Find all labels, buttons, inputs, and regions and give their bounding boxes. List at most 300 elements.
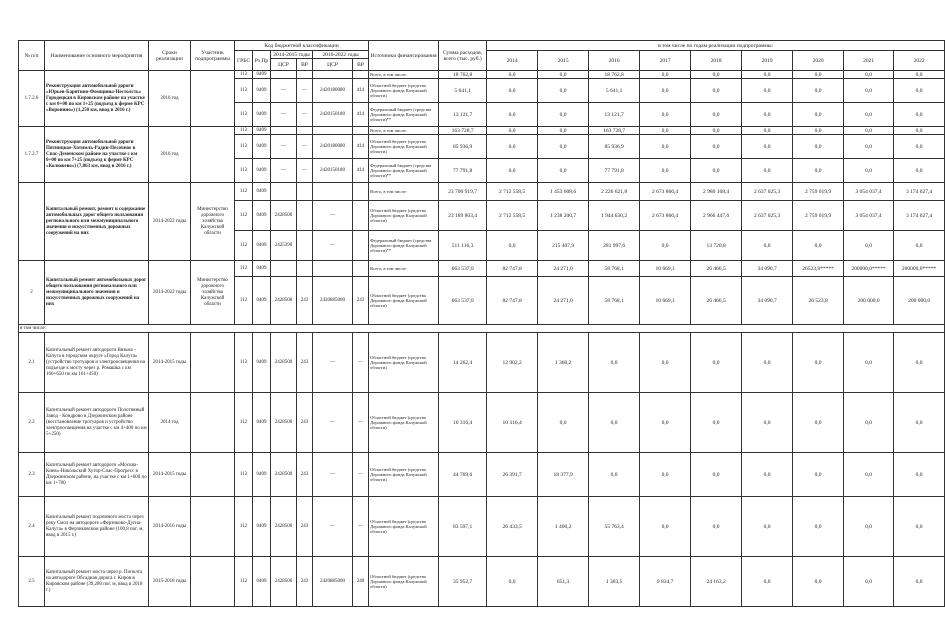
total-sum: 663 537,0 — [439, 277, 487, 325]
header-year: 2018 — [691, 51, 742, 71]
year-value: 0,0 — [793, 393, 844, 453]
year-value: 2 980 168,4 — [691, 183, 742, 201]
year-value: 0,0 — [538, 159, 589, 183]
csr-2016-2022 — [313, 127, 353, 135]
rzpr-code: 0409 — [253, 497, 271, 557]
grbs-code: 112 — [235, 201, 253, 231]
year-value: 0,0 — [844, 231, 894, 261]
header-name: Наименование основного мероприятия — [45, 41, 149, 71]
total-sum: 83 597,1 — [439, 497, 487, 557]
year-value: 2 673 866,4 — [640, 183, 691, 201]
year-value: 0,0 — [844, 453, 894, 497]
year-value: 2 673 866,4 — [640, 201, 691, 231]
implementation-terms: 2014-2016 годы — [149, 497, 191, 557]
implementation-terms: 2014 год — [149, 393, 191, 453]
year-value: 0,0 — [793, 71, 844, 79]
activity-name: Капитальный ремонт автомобильных дорог общего пользования регионального или межмуниципального значения и искусственных дорожных сооружений на них — [45, 261, 149, 325]
total-sum: 10 316,4 — [439, 393, 487, 453]
table-row — [19, 333, 945, 393]
year-value: 0,0 — [691, 103, 742, 127]
year-value: 0,0 — [894, 71, 945, 79]
activity-name: Капитальный ремонт подземного моста через реку Смол на автодороге «Ферзиково-Дугна-Калуга» в Ферзиковском районе (100,8 пог. м, ввод в 2015 г.) — [45, 497, 149, 557]
year-value: 2 759 019,9 — [793, 201, 844, 231]
csr-2016-2022: — — [313, 201, 353, 231]
participant: Министерство дорожного хозяйства Калужской области — [191, 261, 235, 325]
implementation-terms: 2014-2022 годы — [149, 183, 191, 261]
year-value: 0,0 — [894, 79, 945, 103]
vr-2016-2022: — — [353, 453, 369, 497]
csr-2016-2022: — — [313, 453, 353, 497]
year-value: 0,0 — [691, 453, 742, 497]
year-value: 1 303,5 — [589, 557, 640, 607]
funding-source: Всего, в том числе: — [369, 127, 439, 135]
year-value: 77 791,8 — [589, 159, 640, 183]
rzpr-code: 0409 — [253, 159, 271, 183]
header-sum: Сумма расходов, всего (тыс. руб.) — [439, 41, 487, 71]
year-value: 82 747,8 — [487, 277, 538, 325]
year-value: 0,0 — [793, 79, 844, 103]
grbs-code: 112 — [235, 333, 253, 393]
header-grbs: ГРБС — [235, 51, 253, 71]
year-value: 0,0 — [487, 127, 538, 135]
year-value: 3 054 037,4 — [844, 183, 894, 201]
year-value: 0,0 — [793, 159, 844, 183]
vr-2016-2022: 414 — [353, 159, 369, 183]
year-value: 281 997,6 — [589, 231, 640, 261]
vr-2014-2015 — [297, 231, 313, 261]
implementation-terms: 2016 год — [149, 127, 191, 183]
rzpr-code: 0409 — [253, 261, 271, 277]
csr-2014-2015 — [271, 261, 297, 277]
participant — [191, 453, 235, 497]
year-value: 0,0 — [844, 159, 894, 183]
header-vr: ВР — [353, 59, 369, 71]
year-value: 0,0 — [691, 71, 742, 79]
total-sum: 13 121,7 — [439, 103, 487, 127]
year-value: 0,0 — [538, 79, 589, 103]
header-year: 2015 — [538, 51, 589, 71]
grbs-code: 112 — [235, 277, 253, 325]
implementation-terms: 2015-2018 годы — [149, 557, 191, 607]
year-value: 1 944 630,2 — [589, 201, 640, 231]
header-year: 2017 — [640, 51, 691, 71]
year-value: 0,0 — [640, 453, 691, 497]
table-row — [19, 393, 945, 453]
csr-2016-2022: 2420180080 — [313, 135, 353, 159]
vr-2016-2022: 414 — [353, 79, 369, 103]
funding-source: Областной бюджет (средства Дорожного фонда Калужской области) — [369, 277, 439, 325]
table-row — [19, 127, 945, 135]
vr-2014-2015: — — [297, 159, 313, 183]
csr-2016-2022: 2420885000 — [313, 557, 353, 607]
participant — [191, 393, 235, 453]
grbs-code: 112 — [235, 261, 253, 277]
year-value: 0,0 — [640, 71, 691, 79]
table-row — [19, 261, 945, 277]
participant — [191, 71, 235, 127]
year-value: 55 763,4 — [589, 497, 640, 557]
csr-2016-2022 — [313, 71, 353, 79]
header-year: 2022 — [894, 51, 945, 71]
header-participant: Участник подпрограммы — [191, 41, 235, 71]
year-value: 0,0 — [793, 231, 844, 261]
year-value: 0,0 — [793, 497, 844, 557]
year-value: 34 090,7 — [742, 277, 793, 325]
row-number: 2.1 — [19, 333, 45, 393]
year-value: 34 090,7 — [742, 261, 793, 277]
rzpr-code: 0409 — [253, 453, 271, 497]
table-row — [19, 71, 945, 79]
year-value: 0,0 — [844, 333, 894, 393]
year-value: 0,0 — [742, 103, 793, 127]
implementation-terms: 2014-2015 годы — [149, 333, 191, 393]
year-value: 0,0 — [742, 333, 793, 393]
year-value: 85 936,9 — [589, 135, 640, 159]
total-sum: 85 936,9 — [439, 135, 487, 159]
rzpr-code: 0409 — [253, 201, 271, 231]
funding-source: Областной бюджет (средства Дорожного фонда Калужской области) — [369, 333, 439, 393]
table-row — [19, 557, 945, 607]
vr-2016-2022: 240 — [353, 557, 369, 607]
year-value: 200000,0***** — [844, 261, 894, 277]
year-value: 0,0 — [691, 333, 742, 393]
year-value: 0,0 — [640, 135, 691, 159]
year-value: 0,0 — [894, 453, 945, 497]
year-value: 0,0 — [894, 127, 945, 135]
csr-2014-2015: 2428500 — [271, 277, 297, 325]
total-sum: 23 700 919,7 — [439, 183, 487, 201]
year-value: 0,0 — [793, 557, 844, 607]
grbs-code: 112 — [235, 71, 253, 79]
total-sum: 18 762,8 — [439, 71, 487, 79]
activity-name: Капитальный ремонт моста через р. Пополта на автодороге Обсадная дорога г. Киров в Кировском районе (39,280 пог. м, ввод в 2018 г.) — [45, 557, 149, 607]
year-value: 5 641,1 — [589, 79, 640, 103]
activity-name: Реконструкция автомобильной дороги «Юрьев-Барятино-Фомщины-Нестолсть» Городецкая в Кировском районе на участке с км 0+00 по км 1+25 (подъезд к ферме КРС «Воронино») (1,250 км, ввод в 2016 г.) — [45, 71, 149, 127]
header-year: 2019 — [742, 51, 793, 71]
year-value: 0,0 — [640, 231, 691, 261]
table-row — [19, 183, 945, 201]
rzpr-code: 0409 — [253, 135, 271, 159]
year-value: 2 637 025,3 — [742, 183, 793, 201]
header-budget-code: Код бюджетной классификации — [235, 41, 369, 51]
year-value: 0,0 — [793, 333, 844, 393]
vr-2014-2015 — [297, 71, 313, 79]
vr-2016-2022: — — [353, 393, 369, 453]
year-value: 24 271,0 — [538, 261, 589, 277]
funding-source: Всего, в том числе: — [369, 183, 439, 201]
vr-2014-2015 — [297, 127, 313, 135]
year-value: 0,0 — [691, 159, 742, 183]
header-vr: ВР — [297, 59, 313, 71]
vr-2016-2022 — [353, 231, 369, 261]
vr-2014-2015 — [297, 183, 313, 201]
year-value: 10 669,1 — [640, 277, 691, 325]
csr-2016-2022: — — [313, 393, 353, 453]
year-value: 0,0 — [742, 497, 793, 557]
rzpr-code: 0409 — [253, 79, 271, 103]
year-value: 0,0 — [640, 333, 691, 393]
grbs-code: 112 — [235, 393, 253, 453]
year-value: 0,0 — [640, 393, 691, 453]
csr-2016-2022: — — [313, 231, 353, 261]
vr-2014-2015: 243 — [297, 333, 313, 393]
table-row — [19, 497, 945, 557]
year-value: 163 728,7 — [589, 127, 640, 135]
csr-2014-2015 — [271, 183, 297, 201]
header-year: 2021 — [844, 51, 894, 71]
year-value: 0,0 — [640, 159, 691, 183]
table-row — [19, 453, 945, 497]
year-value: 0,0 — [793, 453, 844, 497]
row-number: 2.4 — [19, 497, 45, 557]
row-number: 1.7.2.6 — [19, 71, 45, 127]
rzpr-code: 0409 — [253, 103, 271, 127]
grbs-code: 112 — [235, 453, 253, 497]
csr-2014-2015: 2428500 — [271, 201, 297, 231]
year-value: 13 720,8 — [691, 231, 742, 261]
vr-2014-2015 — [297, 201, 313, 231]
year-value: 0,0 — [742, 453, 793, 497]
activity-name: Капитальный ремонт автодороги Полотняный Завод - Кондрово в Дзержинском районе (восстановление тротуаров и устройство электроосвещения на участке с км 4+400 по км 5+250) — [45, 393, 149, 453]
year-value: 0,0 — [894, 333, 945, 393]
year-value: 0,0 — [691, 393, 742, 453]
year-value: 0,0 — [894, 557, 945, 607]
csr-2014-2015: 2428500 — [271, 497, 297, 557]
total-sum: 663 537,0 — [439, 261, 487, 277]
year-value: 0,0 — [487, 135, 538, 159]
activity-name: Капитальный ремонт автодороги Вязьма - Калуга в городском округе «Город Калуга» (устройство тротуаров и электроосвещения на подъезде к мосту через р. Ромашка с км 160+650 по км 161+450) — [45, 333, 149, 393]
year-value: 0,0 — [793, 135, 844, 159]
funding-source: Областной бюджет (средства Дорожного фонда Калужской области) — [369, 201, 439, 231]
activity-name: Капитальный ремонт автодороги «Москва-Киев»-Никольский Хутор-Спас-Прогресс в Дзержинском районе, на участке с км 1+600 по км 1+700 — [45, 453, 149, 497]
csr-2014-2015: 2428500 — [271, 453, 297, 497]
year-value: 3 174 027,4 — [894, 201, 945, 231]
header-csr: ЦСР — [313, 59, 353, 71]
grbs-code: 112 — [235, 103, 253, 127]
rzpr-code: 0409 — [253, 333, 271, 393]
year-value: 0,0 — [844, 79, 894, 103]
csr-2016-2022 — [313, 261, 353, 277]
total-sum: 23 189 803,4 — [439, 201, 487, 231]
year-value: 2 966 447,6 — [691, 201, 742, 231]
vr-2016-2022: 243 — [353, 277, 369, 325]
year-value: 0,0 — [742, 393, 793, 453]
vr-2014-2015: — — [297, 135, 313, 159]
year-value: 0,0 — [589, 453, 640, 497]
year-value: 0,0 — [538, 127, 589, 135]
year-value: 0,0 — [487, 159, 538, 183]
grbs-code: 112 — [235, 183, 253, 201]
year-value: 12 902,2 — [487, 333, 538, 393]
participant — [191, 127, 235, 183]
year-value: 58 768,1 — [589, 261, 640, 277]
year-value: 1 238 200,7 — [538, 201, 589, 231]
year-value: 0,0 — [487, 231, 538, 261]
funding-source: Областной бюджет (средства Дорожного фонда Калужской области) — [369, 79, 439, 103]
csr-2014-2015: 2428500 — [271, 333, 297, 393]
year-value: 1 400,2 — [538, 497, 589, 557]
funding-source: Областной бюджет (средства Дорожного фонда Калужской области) — [369, 135, 439, 159]
rzpr-code: 0409 — [253, 277, 271, 325]
row-number: 2.5 — [19, 557, 45, 607]
year-value: 0,0 — [844, 71, 894, 79]
rzpr-code: 0409 — [253, 127, 271, 135]
year-value: 58 768,1 — [589, 277, 640, 325]
year-value: 0,0 — [894, 159, 945, 183]
year-value: 0,0 — [894, 103, 945, 127]
year-value: 0,0 — [538, 393, 589, 453]
grbs-code: 112 — [235, 557, 253, 607]
year-value: 0,0 — [589, 393, 640, 453]
year-value: 651,3 — [538, 557, 589, 607]
year-value: 0,0 — [640, 497, 691, 557]
year-value: 26 466,5 — [691, 277, 742, 325]
csr-2014-2015: — — [271, 159, 297, 183]
participant — [191, 333, 235, 393]
vr-2016-2022 — [353, 127, 369, 135]
row-number: 2.2 — [19, 393, 45, 453]
year-value: 0,0 — [538, 135, 589, 159]
csr-2016-2022: 2420885000 — [313, 277, 353, 325]
year-value: 0,0 — [487, 103, 538, 127]
year-value: 82 747,8 — [487, 261, 538, 277]
year-value: 0,0 — [589, 333, 640, 393]
year-value: 0,0 — [742, 127, 793, 135]
rzpr-code: 0409 — [253, 557, 271, 607]
grbs-code: 112 — [235, 159, 253, 183]
subheading: в том числе: — [19, 325, 945, 333]
csr-2016-2022: — — [313, 497, 353, 557]
year-value: 0,0 — [487, 557, 538, 607]
year-value: 0,0 — [844, 393, 894, 453]
year-value: 0,0 — [742, 71, 793, 79]
year-value: 215 407,9 — [538, 231, 589, 261]
year-value: 0,0 — [844, 127, 894, 135]
row-number — [19, 183, 45, 261]
activity-name: Капитальный ремонт, ремонт и содержание автомобильных дорог общего пользования регионального или межмуниципального значения и искусственных дорожных сооружений на них — [45, 183, 149, 261]
activity-name: Реконструкция автомобильной дороги Пятницкое-Хотимль-Радин-Песочное в Спас-Деменском районе на участке с км 0+00 по км 7+25 (подъезд к ферме КРС «Колюжево») (7,063 км, ввод в 2016 г.) — [45, 127, 149, 183]
header-rzpr: Рз Пр — [253, 51, 271, 71]
grbs-code: 112 — [235, 135, 253, 159]
vr-2014-2015: — — [297, 79, 313, 103]
year-value: 0,0 — [538, 103, 589, 127]
year-value: 26 433,5 — [487, 497, 538, 557]
csr-2016-2022: 2420150180 — [313, 103, 353, 127]
funding-source: Всего, в том числе: — [369, 71, 439, 79]
funding-source: Федеральный бюджет (средства Дорожного фонда Калужской области)** — [369, 231, 439, 261]
year-value: 0,0 — [487, 79, 538, 103]
year-value: 0,0 — [640, 103, 691, 127]
year-value: 18 377,9 — [538, 453, 589, 497]
vr-2016-2022: — — [353, 333, 369, 393]
csr-2014-2015: — — [271, 79, 297, 103]
header-terms: Сроки реализации — [149, 41, 191, 71]
vr-2014-2015 — [297, 261, 313, 277]
year-value: 0,0 — [691, 135, 742, 159]
vr-2016-2022: 414 — [353, 103, 369, 127]
header-period-2016-2022: 2016-2022 годы — [313, 51, 369, 59]
vr-2014-2015: — — [297, 103, 313, 127]
year-value: 0,0 — [640, 79, 691, 103]
csr-2014-2015: — — [271, 135, 297, 159]
vr-2016-2022 — [353, 201, 369, 231]
year-value: 10 316,4 — [487, 393, 538, 453]
total-sum: 44 769,6 — [439, 453, 487, 497]
year-value: 200 000,0 — [894, 277, 945, 325]
total-sum: 163 728,7 — [439, 127, 487, 135]
csr-2014-2015: 2425390 — [271, 231, 297, 261]
year-value: 0,0 — [894, 135, 945, 159]
year-value: 3 054 037,4 — [844, 201, 894, 231]
year-value: 0,0 — [487, 71, 538, 79]
year-value: 26523,8***** — [793, 261, 844, 277]
vr-2014-2015: 243 — [297, 453, 313, 497]
rzpr-code: 0409 — [253, 393, 271, 453]
year-value: 0,0 — [742, 557, 793, 607]
grbs-code: 112 — [235, 79, 253, 103]
year-value: 0,0 — [894, 393, 945, 453]
header-year: 2014 — [487, 51, 538, 71]
header-csr: ЦСР — [271, 59, 297, 71]
year-value: 0,0 — [691, 79, 742, 103]
row-number: 1.7.2.7 — [19, 127, 45, 183]
vr-2014-2015: 243 — [297, 393, 313, 453]
year-value: 13 121,7 — [589, 103, 640, 127]
year-value: 2 712 558,5 — [487, 201, 538, 231]
grbs-code: 112 — [235, 497, 253, 557]
year-value: 10 669,1 — [640, 261, 691, 277]
year-value: 0,0 — [793, 103, 844, 127]
csr-2014-2015: 2428500 — [271, 393, 297, 453]
year-value: 0,0 — [844, 497, 894, 557]
year-value: 200000,0***** — [894, 261, 945, 277]
table-row — [19, 325, 945, 333]
header-year: 2016 — [589, 51, 640, 71]
year-value: 24 163,2 — [691, 557, 742, 607]
year-value: 0,0 — [742, 159, 793, 183]
header-sources: Источники финансирования — [369, 41, 439, 71]
funding-source: Областной бюджет (средства Дорожного фонда Калужской области) — [369, 497, 439, 557]
csr-2014-2015 — [271, 71, 297, 79]
year-value: 18 762,8 — [589, 71, 640, 79]
year-value: 0,0 — [894, 231, 945, 261]
year-value: 0,0 — [844, 103, 894, 127]
csr-2016-2022: 2420150180 — [313, 159, 353, 183]
funding-source: Областной бюджет (средства Дорожного фонда Калужской области) — [369, 393, 439, 453]
year-value: 3 174 027,4 — [894, 183, 945, 201]
rzpr-code: 0409 — [253, 183, 271, 201]
funding-source: Всего, в том числе: — [369, 261, 439, 277]
vr-2014-2015: 243 — [297, 277, 313, 325]
year-value: 1 453 608,6 — [538, 183, 589, 201]
vr-2016-2022: 414 — [353, 135, 369, 159]
vr-2014-2015: 243 — [297, 557, 313, 607]
year-value: 2 712 558,5 — [487, 183, 538, 201]
year-value: 0,0 — [691, 127, 742, 135]
year-value: 2 637 025,3 — [742, 201, 793, 231]
rzpr-code: 0409 — [253, 231, 271, 261]
year-value: 200 000,0 — [844, 277, 894, 325]
funding-source: Областной бюджет (средства Дорожного фонда Калужской области) — [369, 453, 439, 497]
header-period-2014-2015: 2014-2015 годы — [271, 51, 313, 59]
year-value: 9 834,7 — [640, 557, 691, 607]
year-value: 2 226 621,8 — [589, 183, 640, 201]
participant: Министерство дорожного хозяйства Калужской области — [191, 183, 235, 261]
header-year: 2020 — [793, 51, 844, 71]
vr-2016-2022 — [353, 183, 369, 201]
year-value: 24 271,0 — [538, 277, 589, 325]
vr-2016-2022 — [353, 71, 369, 79]
